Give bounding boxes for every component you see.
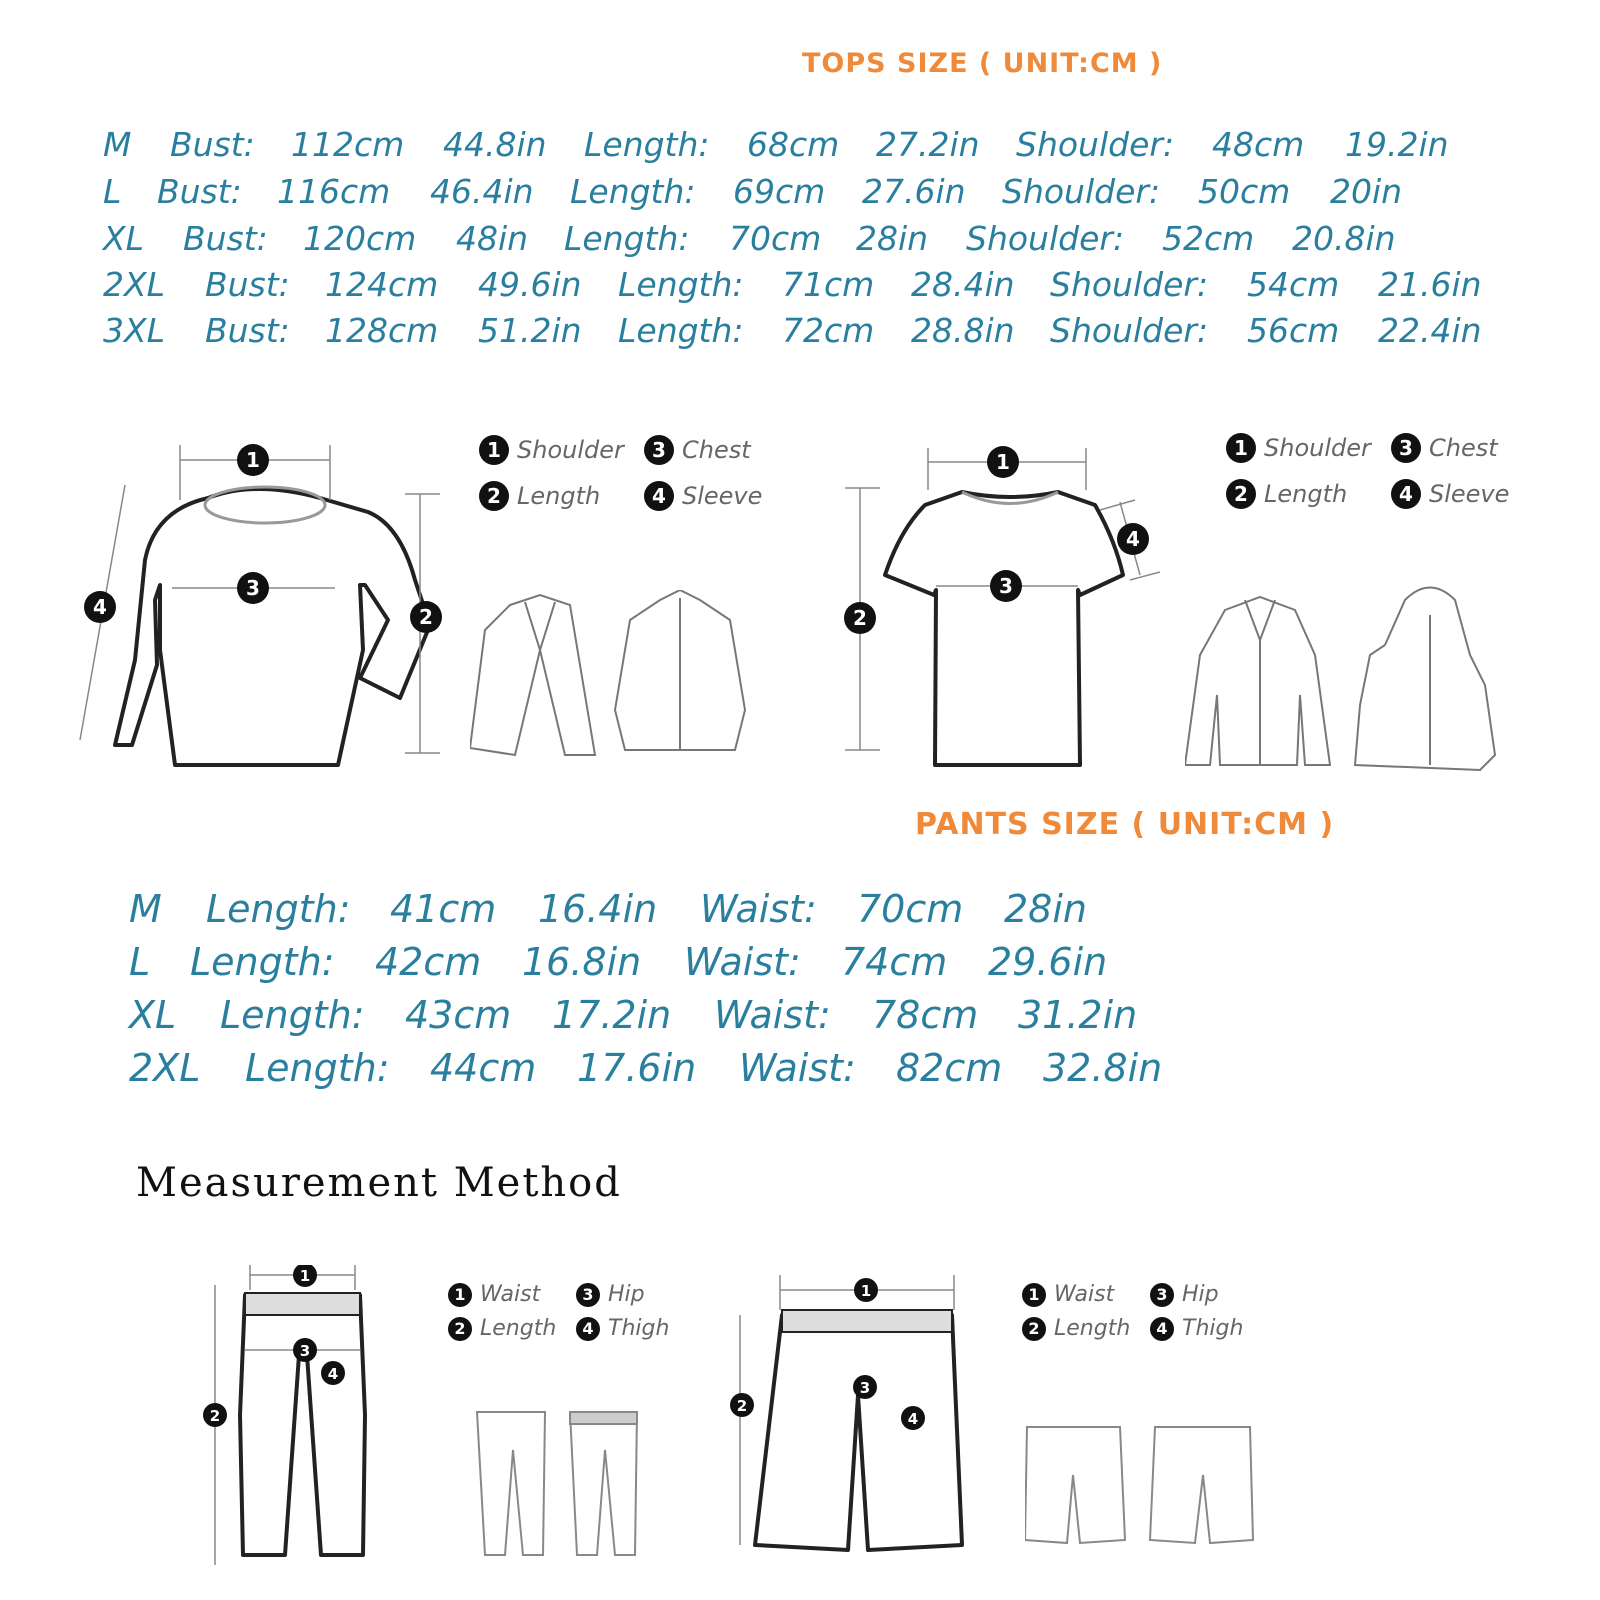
- waist-cm-value: 82cm: [896, 1046, 1003, 1090]
- waist-in-value: 29.6in: [988, 940, 1108, 984]
- shoulder-label: Shoulder:: [1002, 172, 1161, 211]
- legend-label: Sleeve: [1429, 480, 1510, 508]
- shorts-icon-1: [1025, 1427, 1125, 1543]
- size-label: M: [103, 125, 132, 164]
- shoulder-in-value: 20.8in: [1292, 219, 1396, 258]
- tops-legend-left: [479, 435, 779, 515]
- length-label: Length:: [584, 125, 710, 164]
- marker-4: 4: [327, 1365, 339, 1383]
- length-label: Length:: [618, 265, 744, 304]
- waist-cm-value: 78cm: [872, 993, 979, 1037]
- legend-shoulder: [479, 435, 624, 465]
- number-badge: 4: [1391, 479, 1421, 509]
- shoulder-in-value: 22.4in: [1378, 311, 1482, 350]
- legend-length: [1022, 1316, 1130, 1341]
- small-pants-icons: [475, 1410, 645, 1565]
- size-label: XL: [103, 219, 144, 258]
- legend-label: Chest: [682, 436, 751, 464]
- size-label: XL: [129, 993, 177, 1037]
- tshirt-outline: [885, 492, 1123, 765]
- number-badge: 1: [479, 435, 509, 465]
- number-badge: 3: [576, 1283, 600, 1307]
- marker-1: 1: [996, 450, 1010, 474]
- length-cm-value: 72cm: [782, 311, 875, 350]
- measurement-method-title: Measurement Method: [136, 1160, 622, 1206]
- number-badge: 2: [448, 1317, 472, 1341]
- bust-in-value: 44.8in: [443, 125, 547, 164]
- legend-length: [1226, 479, 1347, 509]
- shoulder-cm-value: 56cm: [1247, 311, 1340, 350]
- bust-cm-value: 116cm: [277, 172, 391, 211]
- legend-sleeve: [644, 481, 762, 511]
- number-badge: 1: [448, 1283, 472, 1307]
- number-badge: 3: [1150, 1283, 1174, 1307]
- legend-label: Length: [1054, 1316, 1131, 1341]
- legend-label: Length: [517, 482, 601, 510]
- sweatpant-icon: [570, 1412, 637, 1555]
- marker-1: 1: [860, 1282, 872, 1300]
- length-label: Length:: [220, 993, 365, 1037]
- pants-outline: [240, 1295, 365, 1555]
- legend-label: Hip: [608, 1282, 645, 1307]
- waist-label: Waist:: [714, 993, 831, 1037]
- legend-thigh: [1150, 1316, 1243, 1341]
- length-in-value: 27.6in: [862, 172, 966, 211]
- legend-label: Hip: [1182, 1282, 1219, 1307]
- tshirt-diagram: [840, 440, 1200, 780]
- legend-label: Shoulder: [517, 436, 624, 464]
- blazer-and-jacket-icons: [470, 590, 770, 770]
- sweater-diagram: [60, 440, 460, 780]
- bust-label: Bust:: [157, 172, 242, 211]
- waist-in-value: 31.2in: [1018, 993, 1138, 1037]
- shoulder-in-value: 19.2in: [1345, 125, 1449, 164]
- legend-label: Chest: [1429, 434, 1498, 462]
- marker-2: 2: [736, 1397, 748, 1415]
- marker-2: 2: [853, 606, 867, 630]
- pants-legend-right: [1022, 1282, 1262, 1352]
- waist-cm-value: 70cm: [857, 887, 964, 931]
- shoulder-label: Shoulder:: [966, 219, 1125, 258]
- length-cm-value: 43cm: [405, 993, 512, 1037]
- waist-label: Waist:: [700, 887, 817, 931]
- bust-cm-value: 120cm: [303, 219, 417, 258]
- legend-label: Thigh: [608, 1316, 670, 1341]
- waist-in-value: 28in: [1004, 887, 1087, 931]
- length-label: Length:: [206, 887, 351, 931]
- bust-in-value: 46.4in: [430, 172, 534, 211]
- length-cm-value: 44cm: [430, 1046, 537, 1090]
- size-label: L: [103, 172, 122, 211]
- jogger-icon: [477, 1412, 545, 1555]
- size-label: 2XL: [129, 1046, 201, 1090]
- marker-4: 4: [1126, 527, 1140, 551]
- marker-4: 4: [907, 1410, 919, 1428]
- size-label: 3XL: [103, 311, 165, 350]
- waist-label: Waist:: [739, 1046, 856, 1090]
- shirt-and-hoodie-icons: [1185, 585, 1515, 780]
- number-badge: 2: [1022, 1317, 1046, 1341]
- number-badge: 2: [479, 481, 509, 511]
- marker-4: 4: [93, 595, 107, 619]
- length-cm-value: 68cm: [747, 125, 840, 164]
- bust-cm-value: 124cm: [325, 265, 439, 304]
- sweater-outline: [115, 489, 430, 765]
- number-badge: 1: [1226, 433, 1256, 463]
- number-badge: 3: [1391, 433, 1421, 463]
- waist-in-value: 32.8in: [1043, 1046, 1163, 1090]
- legend-hip: [576, 1282, 645, 1307]
- small-shorts-icons: [1025, 1425, 1255, 1555]
- shoulder-in-value: 20in: [1330, 172, 1403, 211]
- marker-3: 3: [246, 576, 260, 600]
- pants-legend-left: [448, 1282, 688, 1352]
- bust-label: Bust:: [205, 265, 290, 304]
- legend-waist: [1022, 1282, 1114, 1307]
- length-label: Length:: [245, 1046, 390, 1090]
- legend-label: Thigh: [1182, 1316, 1244, 1341]
- legend-hip: [1150, 1282, 1219, 1307]
- tops-legend-right: [1226, 433, 1526, 513]
- size-label: L: [129, 940, 151, 984]
- bust-in-value: 48in: [456, 219, 529, 258]
- legend-thigh: [576, 1316, 669, 1341]
- length-cm-value: 69cm: [733, 172, 826, 211]
- hoodie-icon: [1355, 588, 1495, 771]
- number-badge: 3: [644, 435, 674, 465]
- number-badge: 2: [1226, 479, 1256, 509]
- legend-waist: [448, 1282, 540, 1307]
- pants-size-heading: PANTS SIZE ( UNIT:CM ): [915, 807, 1335, 842]
- waist-label: Waist:: [684, 940, 801, 984]
- bust-in-value: 51.2in: [478, 311, 582, 350]
- marker-2: 2: [209, 1407, 221, 1425]
- length-cm-value: 41cm: [390, 887, 497, 931]
- legend-chest: [1391, 433, 1498, 463]
- size-label: 2XL: [103, 265, 165, 304]
- length-in-value: 17.2in: [552, 993, 672, 1037]
- length-label: Length:: [564, 219, 690, 258]
- marker-3: 3: [999, 574, 1013, 598]
- length-cm-value: 42cm: [375, 940, 482, 984]
- number-badge: 1: [1022, 1283, 1046, 1307]
- size-label: M: [129, 887, 162, 931]
- bust-cm-value: 128cm: [325, 311, 439, 350]
- legend-label: Length: [480, 1316, 557, 1341]
- shoulder-label: Shoulder:: [1050, 265, 1209, 304]
- waist-cm-value: 74cm: [841, 940, 948, 984]
- length-in-value: 28.4in: [911, 265, 1015, 304]
- shorts-outline: [755, 1315, 962, 1550]
- shirt-icon: [1185, 597, 1330, 765]
- legend-length: [448, 1316, 556, 1341]
- legend-label: Length: [1264, 480, 1348, 508]
- waistband-shape: [245, 1293, 360, 1315]
- legend-shoulder: [1226, 433, 1371, 463]
- length-cm-value: 70cm: [729, 219, 822, 258]
- marker-3: 3: [299, 1342, 311, 1360]
- shorts-waistband: [782, 1310, 952, 1332]
- length-in-value: 28.8in: [911, 311, 1015, 350]
- length-label: Length:: [570, 172, 696, 211]
- shoulder-cm-value: 48cm: [1212, 125, 1305, 164]
- length-in-value: 27.2in: [876, 125, 980, 164]
- shorts-diagram: [720, 1275, 970, 1565]
- blazer-icon: [470, 595, 595, 755]
- length-in-value: 16.8in: [522, 940, 642, 984]
- length-in-value: 28in: [856, 219, 929, 258]
- legend-length: [479, 481, 600, 511]
- bust-in-value: 49.6in: [478, 265, 582, 304]
- length-cm-value: 71cm: [782, 265, 875, 304]
- tops-size-heading: TOPS SIZE ( UNIT:CM ): [802, 48, 1163, 79]
- marker-2: 2: [419, 605, 433, 629]
- number-badge: 4: [644, 481, 674, 511]
- length-label: Length:: [618, 311, 744, 350]
- legend-label: Shoulder: [1264, 434, 1371, 462]
- length-in-value: 16.4in: [538, 887, 658, 931]
- shoulder-label: Shoulder:: [1050, 311, 1209, 350]
- number-badge: 4: [1150, 1317, 1174, 1341]
- marker-3: 3: [859, 1379, 871, 1397]
- bust-label: Bust:: [183, 219, 268, 258]
- bust-label: Bust:: [205, 311, 290, 350]
- marker-1: 1: [246, 448, 260, 472]
- marker-1: 1: [299, 1267, 311, 1285]
- shoulder-label: Shoulder:: [1016, 125, 1175, 164]
- shoulder-cm-value: 50cm: [1198, 172, 1291, 211]
- shoulder-cm-value: 52cm: [1162, 219, 1255, 258]
- legend-chest: [644, 435, 751, 465]
- shoulder-cm-value: 54cm: [1247, 265, 1340, 304]
- legend-label: Waist: [1054, 1282, 1115, 1307]
- legend-label: Sleeve: [682, 482, 763, 510]
- long-pants-diagram: [195, 1265, 380, 1570]
- shoulder-in-value: 21.6in: [1378, 265, 1482, 304]
- shorts-icon-2: [1150, 1427, 1253, 1543]
- bust-cm-value: 112cm: [291, 125, 405, 164]
- number-badge: 4: [576, 1317, 600, 1341]
- bust-label: Bust:: [170, 125, 255, 164]
- legend-sleeve: [1391, 479, 1509, 509]
- length-label: Length:: [190, 940, 335, 984]
- legend-label: Waist: [480, 1282, 541, 1307]
- length-in-value: 17.6in: [577, 1046, 697, 1090]
